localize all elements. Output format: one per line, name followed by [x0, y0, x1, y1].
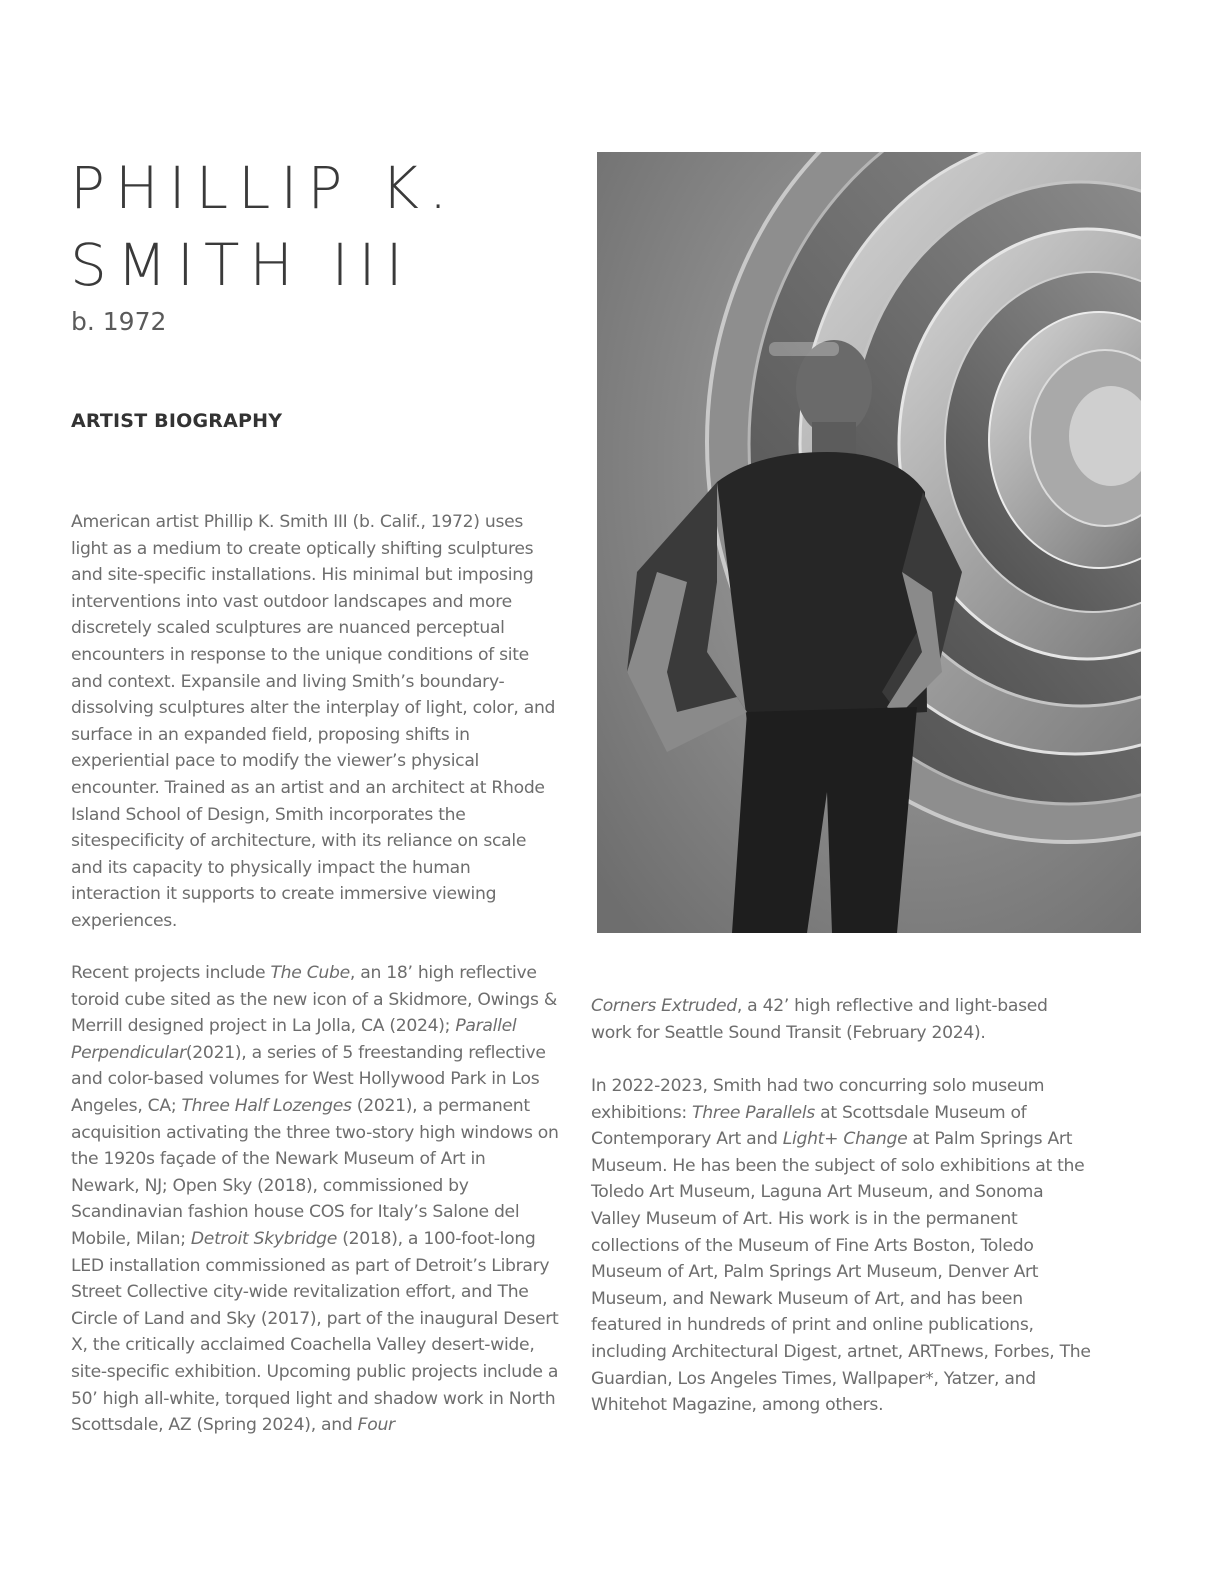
artist-name-title	[70, 150, 457, 304]
artwork-title: The Cube	[270, 963, 350, 983]
artist-name-line2: SMITH III	[70, 231, 413, 299]
artist-portrait-photo	[597, 152, 1141, 933]
artwork-title: Four	[357, 1415, 395, 1436]
bio-text: In 2022-2023, Smith had two concurring solo museum exhibitions:	[591, 1076, 1045, 1123]
bio-paragraph-3	[591, 1073, 1091, 1419]
bio-text: , a 42’ high reflective and light-based work for Seattle Sound Transit (February 2024).	[591, 996, 1048, 1043]
artist-name-line1: PHILLIP K.	[70, 154, 458, 222]
artwork-title: Corners Extruded	[591, 996, 737, 1016]
bio-text: (2021), a permanent acquisition activating the three two-story high windows on the 1920s façade of the Newark Museum of Art in Newark, NJ; Open Sky (2018), commissioned by Scandinavian fashion house COS for Italy’s Salone del Mobile, Milan;	[71, 1095, 559, 1249]
bio-paragraph-1: American artist Phillip K. Smith III (b. Calif., 1972) uses light as a medium to create optically shifting sculptures and site-specific installations. His minimal but imposing interventions into vast outdoor landscapes and more discretely scaled sculptures are nuanced perceptual encounters in response to the unique conditions of site and context. Expansile and living Smith’s boundary-dissolving sculptures alter the interplay of light, color, and surface in an expanded field, proposing shifts in experiential pace to modify the viewer’s physical encounter. Trained as an artist and an architect at Rhode Island School of Design, Smith incorporates the sitespecificity of architecture, with its reliance on scale and its capacity to physically impact the human interaction it supports to create immersive viewing experiences.	[71, 512, 556, 931]
bio-text: Recent projects include	[71, 963, 271, 983]
exhibition-title: Three Parallels	[692, 1102, 815, 1123]
bio-text: , an 18’ high reflective toroid cube sited as the new icon of a Skidmore, Owings & Merrill designed project in La Jolla, CA (2024);	[71, 963, 557, 1037]
artwork-title: Three Half Lozenges	[181, 1095, 352, 1116]
bio-text: at Scottsdale Museum of Contemporary Art and	[591, 1102, 1027, 1150]
section-heading: ARTIST BIOGRAPHY	[71, 410, 283, 432]
bio-text: (2018), a 100-foot-long LED installation commissioned as part of Detroit’s Library Street Collective city-wide revitalization effort, and The Circle of Land and Sky (2017), part of the inaugural Desert X, the critically acclaimed Coachella Valley desert-wide, site-specific exhibition. Upcoming public projects include a 50’ high all-white, torqued light and shadow work in North Scottsdale, AZ (Spring 2024), and	[71, 1228, 559, 1436]
exhibition-title: Light+ Change	[782, 1129, 908, 1150]
bio-paragraph-2	[71, 960, 559, 1439]
bio-text: at Palm Springs Art Museum. He has been the subject of solo exhibitions at the Toledo Art Museum, Laguna Art Museum, and Sonoma Valley Museum of Art. His work is in the permanent collections of the Museum of Fine Arts Boston, Toledo Museum of Art, Palm Springs Art Museum, Denver Art Museum, and Newark Museum of Art, and has been featured in hundreds of print and online publications, including Architectural Digest, artnet, ARTnews, Forbes, The Guardian, Los Angeles Times, Wallpaper*, Yatzer, and Whitehot Magazine, among others.	[591, 1129, 1091, 1416]
bio-paragraph-2-continued	[591, 993, 1091, 1046]
bio-text: (2021), a series of 5 freestanding reflective and color-based volumes for West Hollywood Park in Los Angeles, CA;	[71, 1042, 546, 1116]
artwork-title: Parallel Perpendicular	[71, 1016, 517, 1063]
artwork-title: Detroit Skybridge	[190, 1228, 338, 1249]
birth-year: b. 1972	[71, 307, 167, 336]
